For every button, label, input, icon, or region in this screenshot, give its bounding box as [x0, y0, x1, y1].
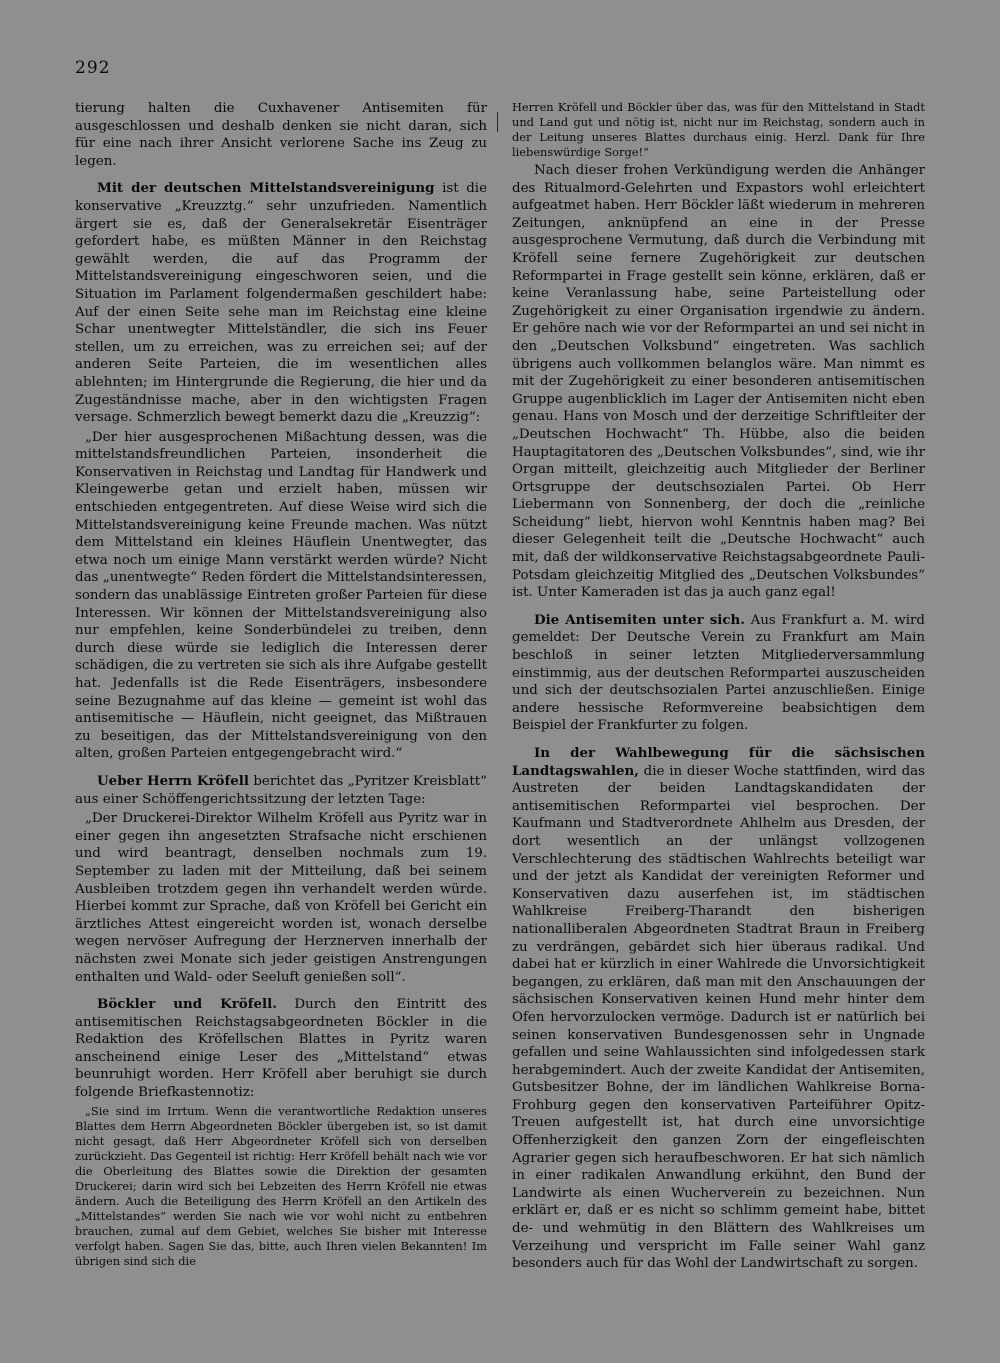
- quote-briefkasten-continued: Herren Kröfell und Böckler über das, was für den Mittelstand in Stadt und Land gut und nötig ist, nicht nur im Reichstag, sondern auch in der Leitung unseres Blattes durchaus einig. Herzl. Dank für Ihre liebenswürdige Sorge!“: [512, 100, 925, 159]
- paragraph-boeckler: [75, 996, 487, 1102]
- text-mittelstandsvereinigung: ist die konservative „Kreuzztg.“ sehr unzufrieden. Namentlich ärgert sie es, daß der Generalsekretär Eisenträger gefordert habe, es müßten Männer in den Reichstag gewählt werden, die auf das Programm der Mittelstandsvereinigung eingeschworen seien, und die Situation im Parlament folgendermaßen geschildert habe: Auf der einen Seite sehe man im Reichstag eine kleine Schar unentwegter Mittelständler, die sich ins Feuer stellen, um zu erreichen, was zu erreichen sei; auf der anderen Seite Parteien, die im wesentlichen alles ablehnten; im Hintergrunde die Regierung, die hier und da Zugeständnisse mache, aber in den wichtigsten Fragen versage. Schmerzlich bewegt bemerkt dazu die „Kreuzzig“:: [75, 181, 487, 426]
- quote-kreisblatt: „Der Druckerei-Direktor Wilhelm Kröfell aus Pyritz war in einer gegen ihn angesetzten Strafsache nicht erschienen und wird beantragt, denselben nochmals zum 19. September zu laden mit der Mitteilung, daß bei seinem Ausbleiben trotzdem gegen ihn verhandelt werden würde. Hierbei kommt zur Sprache, daß von Kröfell bei Gericht ein ärztliches Attest eingereicht worden ist, wonach derselbe wegen nervöser Aufregung der Herznerven innerhalb der nächsten zwei Monate sich jeder geistigen Anstrengungen enthalten und Wald- oder Seeluft genießen soll“.: [75, 811, 487, 985]
- text-boeckler: Durch den Eintritt des antisemitischen Reichstagsabgeordneten Böckler in die Redaktion des Kröfellschen Blattes in Pyritz waren anscheinend einige Leser des „Mittelstand“ etwas beunruhigt worden. Herr Kröfell aber beruhigt sie durch folgende Briefkastennotiz:: [75, 997, 487, 1101]
- paragraph-wahlbewegung: [512, 745, 925, 1273]
- paragraph-cuxhaven: tierung halten die Cuxhavener Antisemiten für ausgeschlossen und deshalb denken sie nicht daran, sich für eine nach ihrer Ansicht verlorene Sache ins Zeug zu legen.: [75, 101, 487, 169]
- text-wahlbewegung: die in dieser Woche stattfinden, wird das Austreten der beiden Landtagskandidaten der antisemitischen Reformpartei viel besprochen. Der Kaufmann und Stadtverordnete Ahlhelm aus Dresden, der dort wesentlich an der unlängst vollzogenen Verschlechterung des städtischen Wahlrechts beteiligt war und der jetzt als Kandidat der vereinigten Reformer und Konservativen dazu auserfehen ist, im städtischen Wahlkreise Freiberg-Tharandt den bisherigen nationalliberalen Abgeordneten Stadtrat Braun in Freiberg zu verdrängen, gebärdet sich hier überaus radikal. Und dabei hat er kürzlich in einer Wahlrede die Unvorsichtigkeit begangen, zu erklären, daß man mit den Anschauungen der sächsischen Konservativen keinen Hund mehr hinter dem Ofen hervorzulocken vermöge. Dadurch ist er natürlich bei seinen konservativen Bundesgenossen sehr in Ungnade gefallen und seine Wahlaussichten sind infolgedessen stark herabgemindert. Auch der zweite Kandidat der Antisemiten, Gutsbesitzer Bohne, der im ländlichen Wahlkreise Borna-Frohburg gegen den konservativen Parteiführer Opitz-Treuen aufgestellt ist, hat durch eine unvorsichtige Offenherzigkeit den ganzen Zorn der eingefleischten Agrarier gegen sich heraufbeschworen. Er hat sich nämlich in einer radikalen Anwandlung erkühnt, den Bund der Landwirte als einen Wucherverein zu bezeichnen. Nun erklärt er, daß er es nicht so schlimm gemeint habe, bittet de- und wehmütig in den Blättern des Wahlkreises um Verzeihung und verspricht im Falle seiner Wahl ganz besonders auch für das Wohl der Landwirtschaft zu sorgen.: [512, 763, 925, 1272]
- text-antisemiten: Aus Frankfurt a. M. wird gemeldet: Der Deutsche Verein zu Frankfurt am Main beschloß in seiner letzten Mitgliederversammlung einstimmig, aus der deutschen Reformpartei auszuscheiden und sich der deutschsozialen Partei anzuschließen. Einige andere hessische Reformvereine beabsichtigen dem Beispiel der Frankfurter zu folgen.: [512, 612, 925, 734]
- column-divider: [497, 112, 498, 132]
- left-column: [75, 100, 487, 1271]
- heading-antisemiten-unter-sich: Die Antisemiten unter sich.: [534, 611, 745, 628]
- heading-kroefell: Ueber Herrn Kröfell: [97, 772, 249, 789]
- quote-kreuzzeitung: „Der hier ausgesprochenen Mißachtung dessen, was die mittelstandsfreundlichen Parteien, insonderheit die Konservativen in Reichstag und Landtag für Handwerk und Kleingewerbe getan und erzielt haben, müssen wir entschieden entgegentreten. Auf diese Weise wird sich die Mittelstandsvereinigung keine Freunde machen. Was nützt dem Mittelstand ein kleines Häuflein Unentwegter, das etwa noch um einige Mann verstärkt werden würde? Nicht das „unentwegte“ Reden fördert die Mittelstandsinteressen, sondern das unablässige Eintreten großer Parteien für diese Interessen. Wir können der Mittelstandsvereinigung also nur empfehlen, keine Sonderbündelei zu treiben, denn durch diese würde sie lediglich die Interessen derer schädigen, die zu vertreten sie sich als ihre Aufgabe gestellt hat. Jedenfalls ist die Rede Eisenträgers, insbesondere seine Bezugnahme auf das kleine — gemeint ist wohl das antisemitische — Häuflein, nicht geeignet, das Mißtrauen zu beseitigen, das der Mittelstandsvereinigung von den alten, großen Parteien entgegengebracht wird.“: [75, 429, 488, 762]
- paragraph-verkuendigung: Nach dieser frohen Verkündigung werden die Anhänger des Ritualmord-Gelehrten und Expastors wohl erleichtert aufgeatmet haben. Herr Böckler läßt wiederum in mehreren Zeitungen, anknüpfend an eine in der Presse ausgesprochene Vermutung, daß durch die Verbindung mit Kröfell seine fernere Zugehörigkeit zur deutschen Reformpartei in Frage gestellt sein könne, erklären, daß er keine Veranlassung habe, seine Parteistellung oder Zugehörigkeit zu einer Organisation irgendwie zu ändern. Er gehöre nach wie vor der Reformpartei an und sei nicht in den „Deutschen Volksbund“ eingetreten. Was sachlich übrigens auch vollkommen belanglos wäre. Man nimmt es mit der Zugehörigkeit zu einer besonderen antisemitischen Gruppe augenblicklich im Lager der Antisemiten nicht eben genau. Hans von Mosch und der derzeitige Schriftleiter der „Deutschen Hochwacht“ Th. Hübbe, also die beiden Hauptagitatoren des „Deutschen Volksbundes“, sind, wie ihr Organ mitteilt, gleichzeitig auch Mitglieder der Berliner Ortsgruppe der deutschsozialen Partei. Ob Herr Liebermann von Sonnenberg, der doch die „reinliche Scheidung“ liebt, hiervon wohl Kenntnis haben mag? Bei dieser Gelegenheit teilt die „Deutsche Hochwacht“ auch mit, daß der wildkonservative Reichstagsabgeordnete Pauli-Potsdam gleichzeitig Mitglied des „Deutschen Volksbundes“ ist. Unter Kameraden ist das ja auch ganz egal!: [512, 163, 925, 601]
- paragraph-kroefell: [75, 773, 487, 808]
- heading-boeckler-kroefell: Böckler und Kröfell.: [97, 996, 277, 1013]
- paragraph-mittelstand: [75, 180, 487, 426]
- heading-mittelstandsvereinigung: Mit der deutschen Mittelstandsvereinigung: [97, 180, 435, 197]
- heading-wahlbewegung: In der Wahlbewegung für die sächsischen Landtagswahlen,: [512, 745, 925, 779]
- quote-briefkasten: „Sie sind im Irrtum. Wenn die verantwortliche Redaktion unseres Blattes dem Herrn Abgeordneten Böckler übergeben ist, so ist damit nicht gesagt, daß Herr Abgeordneter Kröfell sich von derselben zurückzieht. Das Gegenteil ist richtig: Herr Kröfell behält nach wie vor die Oberleitung des Blattes sowie die Direktion der gesamten Druckerei; darin wird sich bei Lebzeiten des Herrn Kröfell nie etwas ändern. Auch die Beteiligung des Herrn Kröfell an den Artikeln des „Mittelstandes“ werden Sie nach wie vor wohl nicht zu entbehren brauchen, zumal auf dem Gebiet, welches Sie bisher mit Interesse verfolgt haben. Sagen Sie das, bitte, auch Ihren vielen Bekannten! Im übrigen sind sich die: [75, 1103, 487, 1268]
- text-kroefell: berichtet das „Pyritzer Kreisblatt“ aus einer Schöffengerichtssitzung der letzten Tage:: [75, 773, 487, 807]
- right-column: [512, 100, 925, 1275]
- paragraph-antisemiten: [512, 612, 925, 735]
- page-number: 292: [75, 58, 111, 78]
